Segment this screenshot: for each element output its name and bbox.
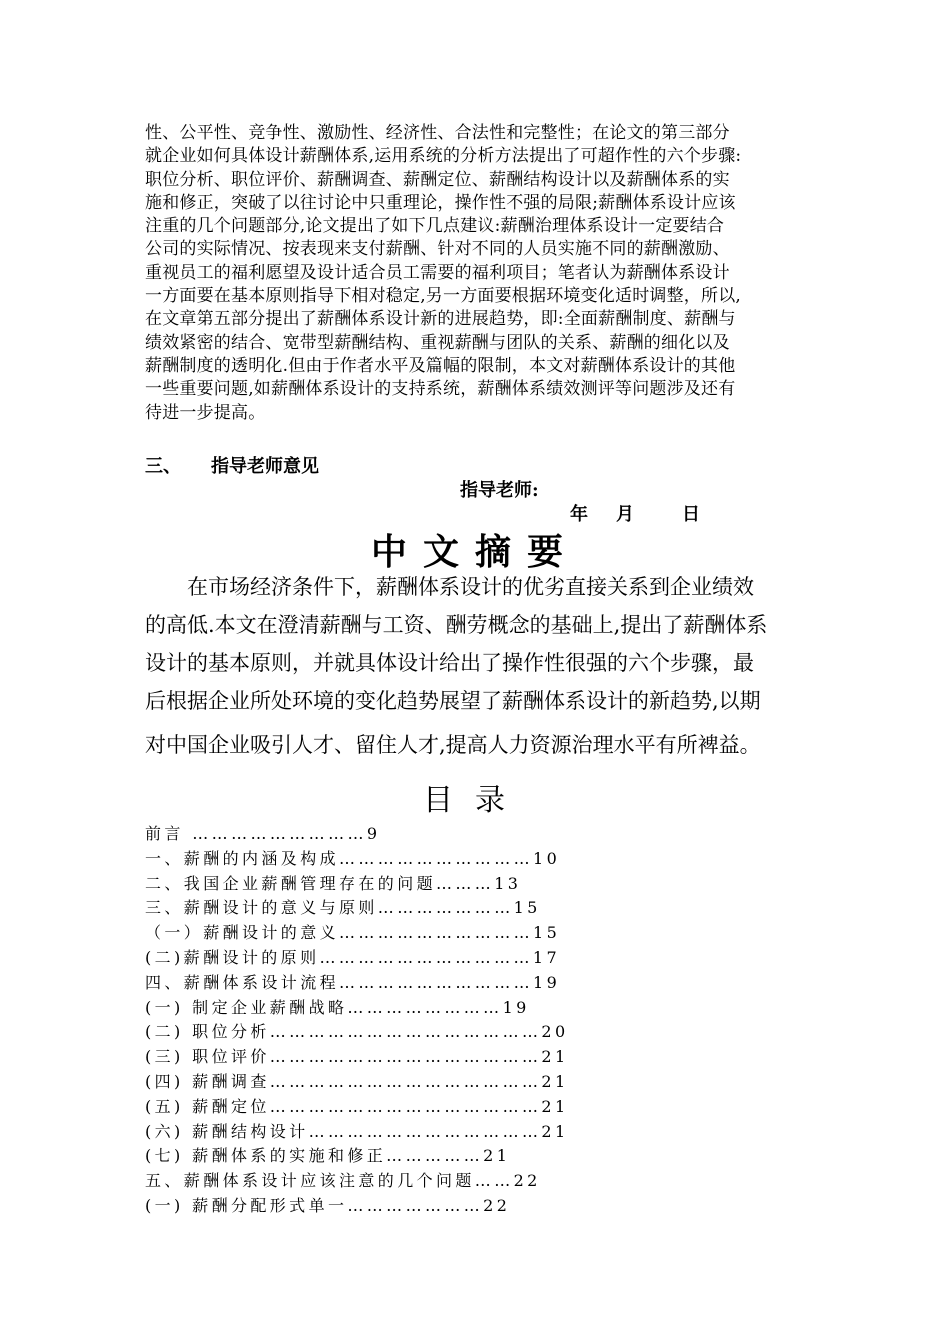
summary-line: 一些重要问题,如薪酬体系设计的支持系统，薪酬体系绩效测评等问题涉及还有 (145, 379, 736, 400)
toc-entry[interactable]: 三、薪酬设计的意义与原则…………………15 (145, 898, 541, 918)
summary-line: 性、公平性、竞争性、激励性、经济性、合法性和完整性；在论文的第三部分 (145, 123, 730, 143)
section-number: 三、 (145, 456, 181, 477)
section-heading-advisor-opinion (145, 452, 319, 478)
toc-entry[interactable]: (六) 薪酬结构设计………………………………21 (145, 1121, 569, 1141)
toc-entry[interactable]: (二)薪酬设计的原则……………………………17 (145, 947, 561, 967)
summary-line: 就企业如何具体设计薪酬体系,运用系统的分析方法提出了可超作性的六个步骤: (145, 146, 742, 167)
abstract-line: 在市场经济条件下，薪酬体系设计的优劣直接关系到企业绩效 (145, 575, 754, 599)
summary-line: 绩效紧密的结合、宽带型薪酬结构、重视薪酬与团队的关系、薪酬的细化以及 (145, 332, 730, 353)
thesis-summary-paragraph (145, 122, 820, 425)
summary-line: 一方面要在基本原则指导下相对稳定,另一方面要根据环境变化适时调整，所以, (145, 286, 742, 307)
summary-line: 待进一步提高。 (145, 402, 266, 423)
toc-entry[interactable]: 四、薪酬体系设计流程…………………………19 (145, 972, 561, 992)
abstract-line: 后根据企业所处环境的变化趋势展望了薪酬体系设计的新趋势,以期 (145, 689, 761, 713)
toc-entry[interactable]: 二、我国企业薪酬管理存在的问题………13 (145, 873, 522, 893)
summary-line: 注重的几个问题部分,论文提出了如下几点建议:薪酬治理体系设计一定要结合 (145, 216, 725, 237)
summary-line: 施和修正，突破了以往讨论中只重理论，操作性不强的局限;薪酬体系设计应该 (145, 192, 736, 213)
toc-entry[interactable]: 一、薪酬的内涵及构成…………………………10 (145, 848, 561, 868)
section-title: 指导老师意见 (211, 456, 319, 477)
abstract-line: 设计的基本原则，并就具体设计给出了操作性很强的六个步骤，最 (145, 651, 754, 675)
summary-line: 重视员工的福利愿望及设计适合员工需要的福利项目；笔者认为薪酬体系设计 (145, 262, 730, 283)
date-year: 年 (570, 504, 588, 525)
summary-line: 公司的实际情况、按表现来支付薪酬、针对不同的人员实施不同的薪酬激励、 (145, 239, 730, 260)
toc-entry[interactable]: (三) 职位评价……………………………………21 (145, 1047, 569, 1067)
toc-entry[interactable]: (四) 薪酬调查……………………………………21 (145, 1071, 569, 1091)
toc-entry[interactable]: 前言 ………………………9 (145, 824, 381, 843)
date-month: 月 (616, 504, 634, 525)
toc-entry[interactable]: (一) 薪酬分配形式单一…………………22 (145, 1195, 511, 1215)
abstract-title: 中文摘要 (370, 532, 579, 573)
toc-entry[interactable]: (一) 制定企业薪酬战略……………………19 (145, 997, 530, 1017)
summary-line: 薪酬制度的透明化.但由于作者水平及篇幅的限制，本文对薪酬体系设计的其他 (145, 355, 736, 376)
toc-entry[interactable]: (七) 薪酬体系的实施和修正……………21 (145, 1146, 511, 1166)
toc-entry[interactable]: (五) 薪酬定位……………………………………21 (145, 1096, 569, 1116)
toc-entry[interactable]: 五、薪酬体系设计应该注意的几个问题……22 (145, 1171, 541, 1191)
summary-line: 职位分析、职位评价、薪酬调查、薪酬定位、薪酬结构设计以及薪酬体系的实 (145, 169, 730, 190)
toc-entry[interactable]: （一）薪酬设计的意义…………………………15 (145, 923, 561, 943)
table-of-contents (145, 822, 665, 1219)
abstract-line: 对中国企业吸引人才、留住人才,提高人力资源治理水平有所裨益。 (145, 733, 761, 757)
advisor-signature-label: 指导老师: (460, 480, 539, 501)
summary-line: 在文章第五部分提出了薪酬体系设计新的进展趋势，即:全面薪酬制度、薪酬与 (145, 309, 736, 330)
abstract-line: 的高低.本文在澄清薪酬与工资、酬劳概念的基础上,提出了薪酬体系 (145, 613, 768, 637)
signature-date (570, 500, 700, 526)
abstract-paragraph (145, 568, 825, 764)
date-day: 日 (682, 504, 700, 525)
toc-entry[interactable]: (二) 职位分析……………………………………20 (145, 1022, 569, 1042)
toc-title: 目录 (423, 783, 527, 818)
